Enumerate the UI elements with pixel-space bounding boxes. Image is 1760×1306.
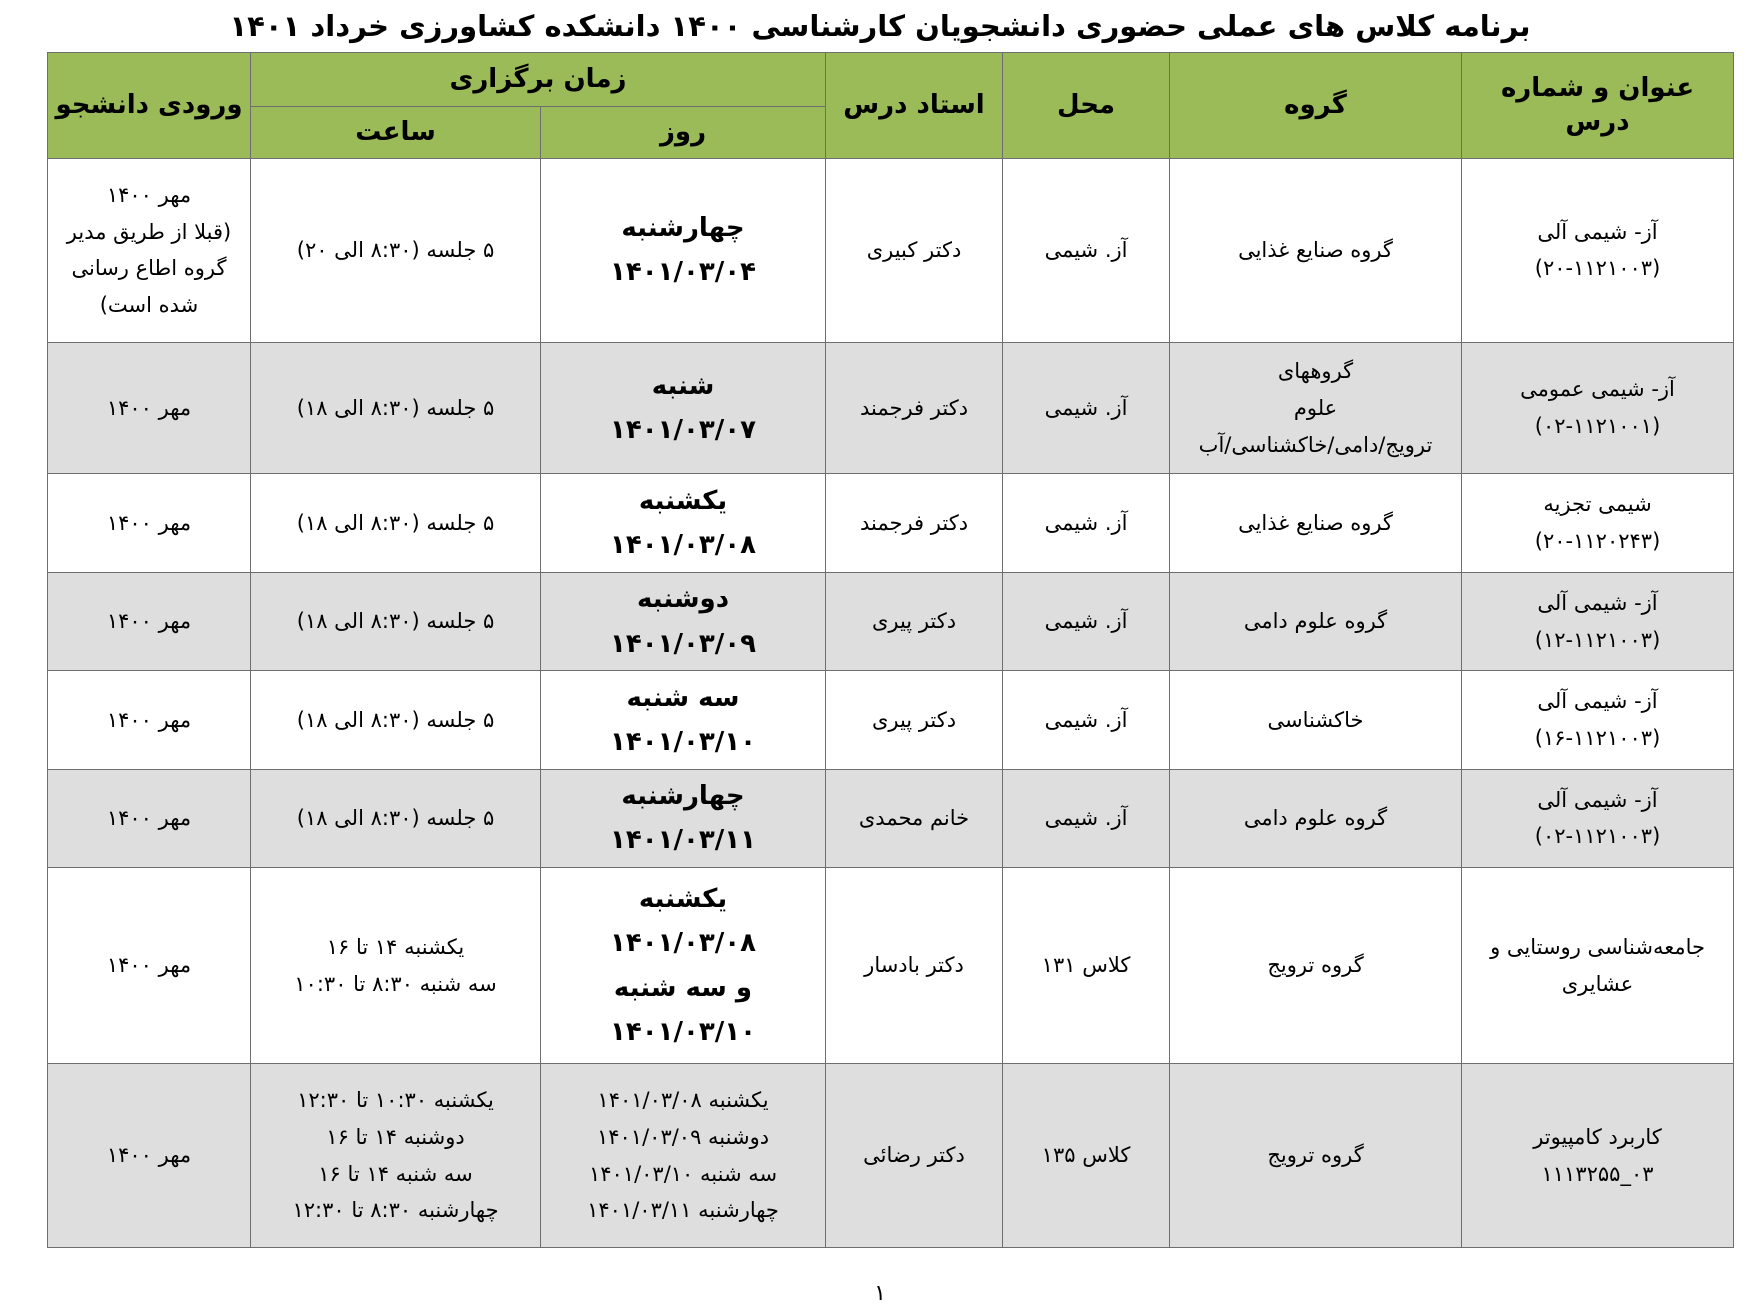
instructor-cell: دکتر پیری — [826, 671, 1003, 769]
cell-line: ۱۴۰۱/۰۳/۰۷ — [610, 415, 756, 446]
cell-line: ۱۴۰۱/۰۳/۰۸ — [610, 928, 756, 959]
cell-line: مهر ۱۴۰۰ — [106, 1143, 192, 1168]
group-cell — [1170, 769, 1462, 867]
day-cell — [541, 868, 826, 1064]
table-row — [48, 159, 1734, 343]
instructor-cell: دکتر فرجمند — [826, 474, 1003, 572]
cell-line: (۲۰-۱۱۲۰۲۴۳) — [1534, 529, 1661, 554]
cell-line: شنبه — [651, 370, 715, 401]
course-cell — [1462, 1064, 1734, 1248]
cell-line: (۰۲-۱۱۲۱۰۰۳) — [1534, 824, 1661, 849]
cell-line: مهر ۱۴۰۰ — [106, 395, 192, 420]
cell-line: شده است) — [99, 293, 199, 318]
cell-line: یکشنبه ۱۴ تا ۱۶ — [326, 934, 465, 959]
cell-line: ۱۴۰۱/۰۳/۱۰ — [610, 727, 756, 758]
cell-line: جامعه‌شناسی روستایی و — [1490, 934, 1705, 959]
cell-line: مهر ۱۴۰۰ — [106, 510, 192, 535]
cell-line: سه شنبه ۸:۳۰ تا ۱۰:۳۰ — [294, 971, 497, 996]
day-cell — [541, 1064, 826, 1248]
table-row — [48, 868, 1734, 1064]
course-cell — [1462, 868, 1734, 1064]
cell-line: دوشنبه ۱۴ تا ۱۶ — [326, 1124, 465, 1149]
header-hour: ساعت — [251, 107, 541, 159]
cell-line: ۱۴۰۱/۰۳/۰۸ — [610, 530, 756, 561]
course-cell — [1462, 474, 1734, 572]
header-course: عنوان و شماره درس — [1462, 53, 1734, 159]
cell-line: یکشنبه — [638, 485, 728, 516]
table-row — [48, 572, 1734, 670]
cell-line: مهر ۱۴۰۰ — [106, 609, 192, 634]
cell-line: چهارشنبه — [621, 781, 745, 812]
cell-line: گروه صنایع غذایی — [1238, 510, 1393, 535]
entry-cell — [48, 868, 251, 1064]
course-cell — [1462, 159, 1734, 343]
cell-line: آز- شیمی عمومی — [1520, 377, 1675, 402]
cell-line: آز- شیمی آلی — [1537, 689, 1658, 714]
cell-line: سه شنبه ۱۴۰۱/۰۳/۱۰ — [588, 1161, 778, 1186]
group-cell — [1170, 1064, 1462, 1248]
entry-cell — [48, 474, 251, 572]
hour-cell — [251, 342, 541, 474]
location-cell: آز. شیمی — [1003, 474, 1170, 572]
cell-line: آز- شیمی آلی — [1537, 219, 1658, 244]
cell-line: ۵ جلسه (۸:۳۰ الی ۱۸) — [296, 609, 495, 634]
cell-line: مهر ۱۴۰۰ — [106, 806, 192, 831]
cell-line: گروه علوم دامی — [1243, 806, 1388, 831]
cell-line: و سه شنبه — [613, 972, 753, 1003]
entry-cell — [48, 769, 251, 867]
course-cell — [1462, 671, 1734, 769]
entry-cell — [48, 159, 251, 343]
location-cell: آز. شیمی — [1003, 769, 1170, 867]
group-cell — [1170, 868, 1462, 1064]
course-cell — [1462, 342, 1734, 474]
instructor-cell: دکتر فرجمند — [826, 342, 1003, 474]
cell-line: یکشنبه ۱۰:۳۰ تا ۱۲:۳۰ — [297, 1088, 494, 1113]
location-cell: آز. شیمی — [1003, 572, 1170, 670]
header-day: روز — [541, 107, 826, 159]
cell-line: (۲۰-۱۱۲۱۰۰۳) — [1534, 256, 1661, 281]
hour-cell — [251, 671, 541, 769]
header-schedule: زمان برگزاری — [251, 53, 826, 107]
cell-line: گروههای — [1277, 359, 1354, 384]
instructor-cell: دکتر رضائی — [826, 1064, 1003, 1248]
entry-cell — [48, 342, 251, 474]
cell-line: ۰۳_۱۱۱۳۲۵۵ — [1541, 1161, 1654, 1186]
group-cell — [1170, 159, 1462, 343]
entry-cell — [48, 671, 251, 769]
cell-line: گروه ترویج — [1267, 1143, 1364, 1168]
cell-line: علوم — [1293, 395, 1338, 420]
table-row — [48, 342, 1734, 474]
instructor-cell: خانم محمدی — [826, 769, 1003, 867]
page-number: ۱ — [874, 1281, 886, 1306]
cell-line: ۵ جلسه (۸:۳۰ الی ۱۸) — [296, 806, 495, 831]
cell-line: گروه علوم دامی — [1243, 609, 1388, 634]
hour-cell — [251, 474, 541, 572]
header-group: گروه — [1170, 53, 1462, 159]
cell-line: سه شنبه — [626, 682, 740, 713]
cell-line: کاربرد کامپیوتر — [1533, 1124, 1662, 1149]
location-cell: کلاس ۱۳۵ — [1003, 1064, 1170, 1248]
cell-line: ۱۴۰۱/۰۳/۰۴ — [610, 257, 756, 288]
hour-cell — [251, 868, 541, 1064]
cell-line: گروه ترویج — [1267, 953, 1364, 978]
entry-cell — [48, 572, 251, 670]
cell-line: آز- شیمی آلی — [1537, 787, 1658, 812]
cell-line: ۱۴۰۱/۰۳/۰۹ — [610, 628, 756, 659]
group-cell — [1170, 572, 1462, 670]
day-cell — [541, 572, 826, 670]
cell-line: (قبلا از طریق مدیر — [66, 219, 232, 244]
schedule-table — [47, 52, 1734, 1248]
cell-line: ۱۴۰۱/۰۳/۱۱ — [610, 825, 756, 856]
cell-line: عشایری — [1561, 971, 1634, 996]
cell-line: ۵ جلسه (۸:۳۰ الی ۱۸) — [296, 707, 495, 732]
group-cell — [1170, 671, 1462, 769]
day-cell — [541, 769, 826, 867]
header-entry: ورودی دانشجو — [48, 53, 251, 159]
cell-line: ۵ جلسه (۸:۳۰ الی ۲۰) — [296, 238, 495, 263]
cell-line: (۱۶-۱۱۲۱۰۰۳) — [1534, 726, 1661, 751]
cell-line: ۵ جلسه (۸:۳۰ الی ۱۸) — [296, 510, 495, 535]
page-title: برنامه کلاس های عملی حضوری دانشجویان کارشناسی ۱۴۰۰ دانشکده کشاورزی خرداد ۱۴۰۱ — [229, 9, 1531, 43]
table-row — [48, 769, 1734, 867]
table-row — [48, 671, 1734, 769]
cell-line: مهر ۱۴۰۰ — [106, 182, 192, 207]
cell-line: مهر ۱۴۰۰ — [106, 953, 192, 978]
cell-line: ۱۴۰۱/۰۳/۱۰ — [610, 1016, 756, 1047]
day-cell — [541, 474, 826, 572]
cell-line: (۰۲-۱۱۲۱۰۰۱) — [1534, 414, 1661, 439]
cell-line: (۱۲-۱۱۲۱۰۰۳) — [1534, 627, 1661, 652]
cell-line: یکشنبه ۱۴۰۱/۰۳/۰۸ — [597, 1088, 769, 1113]
day-cell — [541, 159, 826, 343]
cell-line: گروه اطاع رسانی — [71, 256, 227, 281]
hour-cell — [251, 159, 541, 343]
location-cell: آز. شیمی — [1003, 671, 1170, 769]
instructor-cell: دکتر بادسار — [826, 868, 1003, 1064]
header-location: محل — [1003, 53, 1170, 159]
location-cell: کلاس ۱۳۱ — [1003, 868, 1170, 1064]
hour-cell — [251, 1064, 541, 1248]
cell-line: ترویج/دامی/خاکشناسی/آب — [1198, 432, 1433, 457]
location-cell: آز. شیمی — [1003, 159, 1170, 343]
hour-cell — [251, 572, 541, 670]
header-instructor: استاد درس — [826, 53, 1003, 159]
cell-line: چهارشنبه ۸:۳۰ تا ۱۲:۳۰ — [292, 1198, 499, 1223]
course-cell — [1462, 572, 1734, 670]
instructor-cell: دکتر پیری — [826, 572, 1003, 670]
day-cell — [541, 671, 826, 769]
course-cell — [1462, 769, 1734, 867]
cell-line: چهارشنبه — [621, 213, 745, 244]
group-cell — [1170, 342, 1462, 474]
cell-line: چهارشنبه ۱۴۰۱/۰۳/۱۱ — [587, 1198, 779, 1223]
cell-line: شیمی تجزیه — [1543, 492, 1652, 517]
day-cell — [541, 342, 826, 474]
hour-cell — [251, 769, 541, 867]
instructor-cell: دکتر کبیری — [826, 159, 1003, 343]
cell-line: یکشنبه — [638, 884, 728, 915]
cell-line: دوشنبه — [636, 584, 730, 615]
entry-cell — [48, 1064, 251, 1248]
cell-line: ۵ جلسه (۸:۳۰ الی ۱۸) — [296, 395, 495, 420]
cell-line: گروه صنایع غذایی — [1238, 238, 1393, 263]
cell-line: سه شنبه ۱۴ تا ۱۶ — [318, 1161, 473, 1186]
table-row — [48, 1064, 1734, 1248]
location-cell: آز. شیمی — [1003, 342, 1170, 474]
cell-line: مهر ۱۴۰۰ — [106, 707, 192, 732]
group-cell — [1170, 474, 1462, 572]
cell-line: دوشنبه ۱۴۰۱/۰۳/۰۹ — [596, 1124, 770, 1149]
cell-line: آز- شیمی آلی — [1537, 590, 1658, 615]
cell-line: خاکشناسی — [1267, 707, 1364, 732]
table-row — [48, 474, 1734, 572]
